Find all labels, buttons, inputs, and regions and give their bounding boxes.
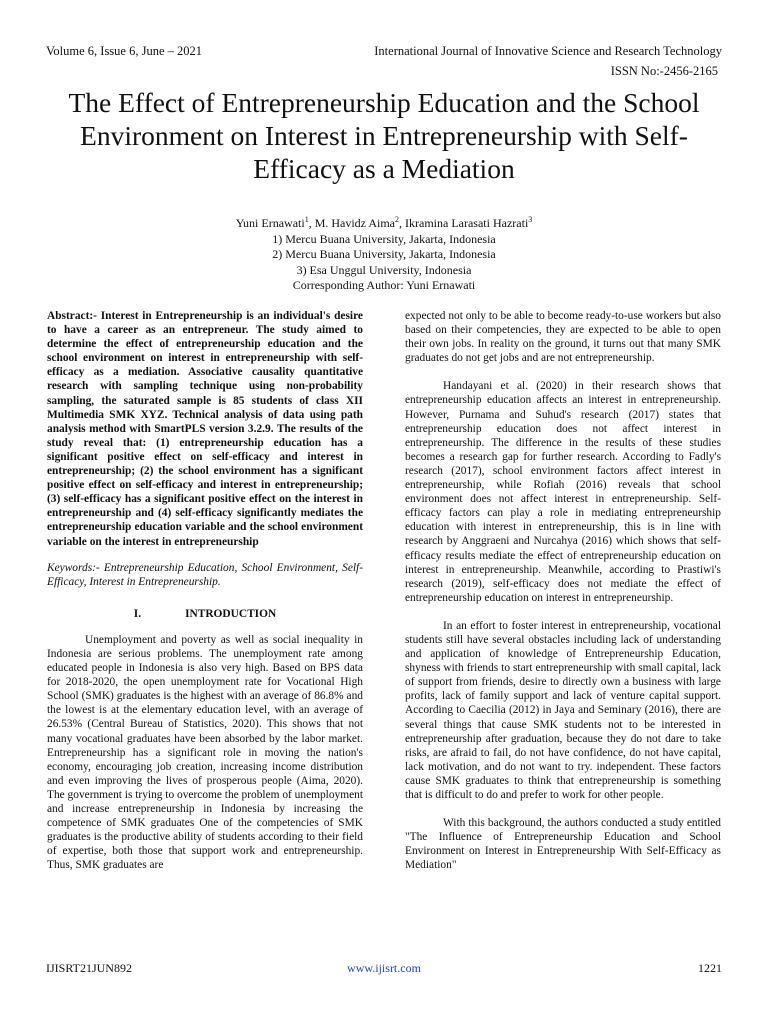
author-name: Yuni Ernawati — [235, 216, 305, 230]
left-column — [47, 309, 363, 872]
footer-paper-id: IJISRT21JUN892 — [46, 961, 132, 975]
affiliation-1: 1) Mercu Buana University, Jakarta, Indonesia — [272, 231, 496, 246]
intro-paragraph: Unemployment and poverty as well as social inequality in Indonesia are serious problems. The unemployment rate among educated people in Indonesia is also very high. Based on BPS data for 2018-2020, the open unemployment rate for Vocational High School (SMK) graduates is the highest with an average of 86.8% and the lowest is at the elementary education level, with an average of 26.53% (Central Bureau of Statistics, 2020). This shows that not many vocational graduates have been absorbed by the labor market. Entrepreneurship has a significant role in moving the nation's economy, encouraging job creation, increasing income distribution and even improving the lives of prosperous people (Aima, 2020). The government is trying to overcome the problem of unemployment and increase entrepreneurship in Indonesia by increasing the competence of SMK graduates One of the competencies of SMK graduates is the productive ability of students according to their field of expertise, both those that support work and entrepreneurship. Thus, SMK graduates are — [47, 633, 364, 872]
research-gap-paragraph: Handayani et al. (2020) in their research shows that entrepreneurship education affects an interest in entrepreneurship. However, Purnama and Suhud's research (2017) states that entrepreneurship education does not affect interest in entrepreneurship. The difference in the results of these studies becomes a research gap for further research. According to Fadly's research (2017), school environment factors affect interest in entrepreneurship, while Rofiah (2016) reveals that school environment does not affect interest in entrepreneurship. Self-efficacy factors can play a role in mediating entrepreneurship education with interest in entrepreneurship, this is in line with research by Anggraeni and Nurcahya (2016) which shows that self-efficacy results mediate the effect of entrepreneurship education on interest in entrepreneurship. Meanwhile, according to Prastiwi's research (2019), self-efficacy does not mediate the effect of entrepreneurship education on interest in entrepreneurship. — [405, 380, 721, 604]
abstract: Abstract:- Interest in Entrepreneurship is an individual's desire to have a career as an entrepreneur. The study aimed to determine the effect of entrepreneurship education and the school environment on interest in entrepreneurship with self-efficacy as a mediation. Associative causality quantitative research with sampling technique using non-probability sampling, the saturated sample is 85 students of class XII Multimedia SMK XYZ. Technical analysis of data using path analysis method with SmartPLS version 3.2.9. The results of the study reveal that: (1) entrepreneurship education has a significant positive effect on self-efficacy and interest in entrepreneurship; (2) the school environment has a significant positive effect on self-efficacy and interest in entrepreneurship; (3) self-efficacy has a significant positive effect on the interest in entrepreneurship and (4) self-efficacy significantly mediates the entrepreneurship education variable and the school environment variable on the interest in entrepreneurship — [47, 310, 363, 548]
author-separator: , — [308, 216, 315, 230]
section-title: INTRODUCTION — [185, 607, 277, 620]
footer-url-link[interactable]: www.ijisrt.com — [347, 961, 421, 975]
corresponding-author: Corresponding Author: Yuni Ernawati — [292, 278, 476, 293]
header-journal: International Journal of Innovative Science and Research Technology — [374, 44, 722, 58]
author-affil-mark: 2 — [395, 215, 400, 224]
header-volume: Volume 6, Issue 6, June – 2021 — [46, 44, 203, 58]
affiliation-3: 3) Esa Unggul University, Indonesia — [296, 262, 472, 277]
obstacles-paragraph: In an effort to foster interest in entrepreneurship, vocational students still have several obstacles including lack of understanding and application of knowledge of Entrepreneurship Education, shyness with friends to start entrepreneurship with small capital, lack of support from friends, desire to directly own a business with large profits, lack of family support and lack of venture capital support. According to Caecilia (2012) in Jaya and Seminary (2016), there are several things that cause SMK students not to be interested in entrepreneurship after graduation, because they do not dare to take risks, are afraid to fail, do not have confidence, do not have capital, lack motivation, and do not want to try. independent. These factors cause SMK graduates to think that entrepreneurship is something that is difficult to do and prefer to work for other people. — [405, 619, 721, 801]
affiliation-2: 2) Mercu Buana University, Jakarta, Indonesia — [272, 247, 496, 262]
section-heading — [47, 607, 363, 621]
author-names — [0, 212, 768, 232]
author-separator: , — [399, 216, 406, 230]
author-affil-mark: 3 — [528, 215, 533, 224]
author-block — [0, 212, 768, 294]
footer-page-number: 1221 — [698, 961, 722, 975]
header-issn: ISSN No:-2456-2165 — [610, 64, 718, 78]
author-affil-mark: 1 — [304, 215, 309, 224]
section-number: I. — [133, 607, 142, 620]
right-column — [405, 309, 721, 872]
paper-title: The Effect of Entrepreneurship Education and the School Environment on Interest in Entrepreneurship with Self-Efficacy as a Mediation — [68, 87, 700, 184]
continuation-paragraph: expected not only to be able to become ready-to-use workers but also based on their competencies, they are expected to be able to open their own jobs. In reality on the ground, it turns out that many SMK graduates do not get jobs and are not entrepreneurship. — [405, 310, 721, 365]
background-paragraph: With this background, the authors conducted a study entitled "The Influence of Entrepreneurship Education and School Environment on Interest in Entrepreneurship With Self-Efficacy as Mediation" — [405, 817, 721, 872]
author-name: Ikramina Larasati Hazrati — [405, 216, 529, 230]
keywords: Keywords:- Entrepreneurship Education, School Environment, Self-Efficacy, Interest in Entrepreneurship. — [47, 561, 363, 588]
author-name: M. Havidz Aima — [314, 216, 396, 230]
